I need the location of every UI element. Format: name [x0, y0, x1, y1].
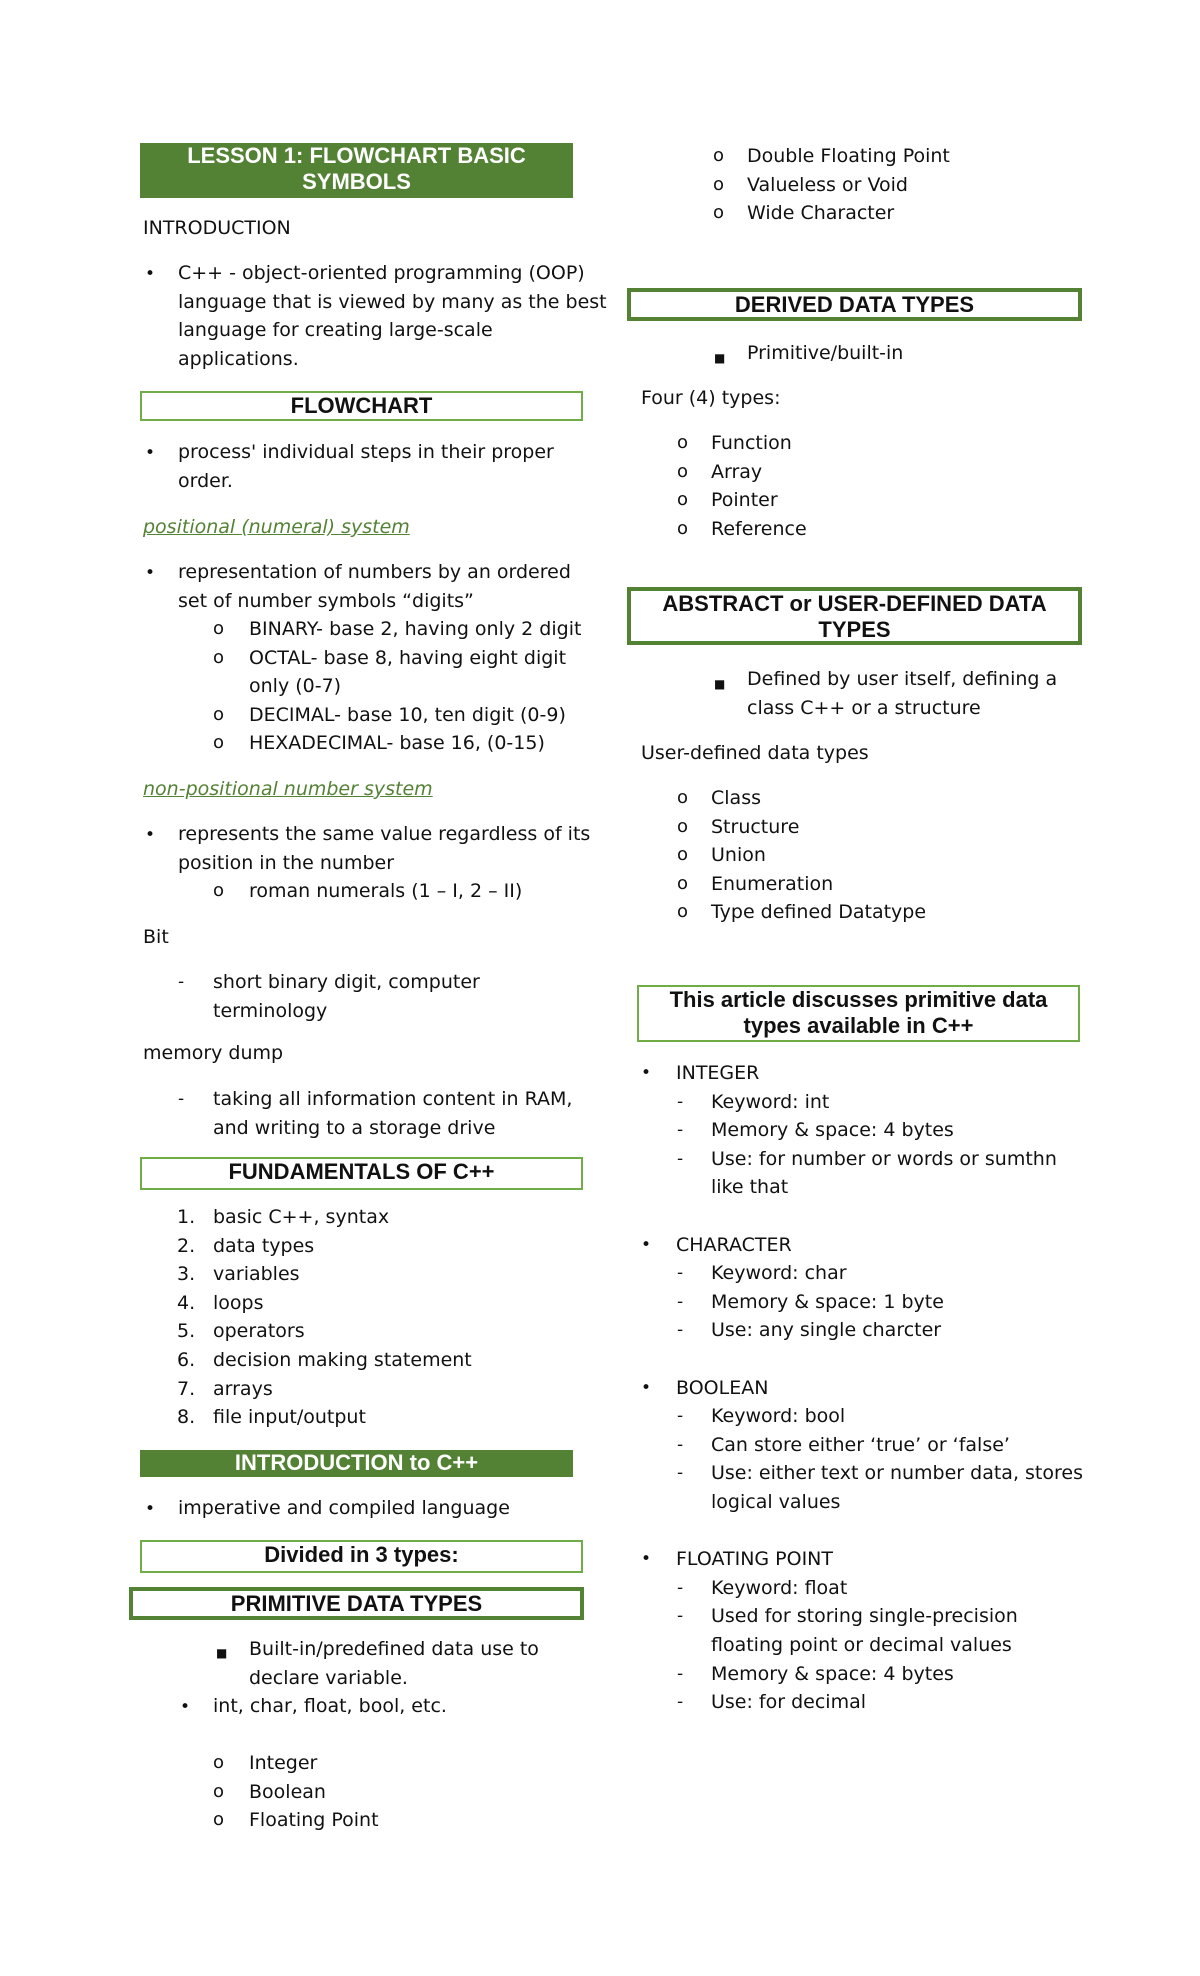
section-header: FUNDAMENTALS OF C++ — [140, 1157, 583, 1190]
paragraph-line: process' individual steps in their proper — [178, 441, 554, 463]
group-title: INTEGER — [676, 1062, 760, 1084]
list-item: decision making statement — [213, 1349, 472, 1371]
section-header: ABSTRACT or USER-DEFINED DATA TYPES — [627, 587, 1082, 645]
dash-icon: - — [677, 1692, 684, 1713]
list-item: basic C++, syntax — [213, 1206, 390, 1228]
definition-line: Primitive/built-in — [747, 342, 904, 364]
circle-bullet-icon: o — [677, 517, 689, 539]
list-number: 2. — [177, 1234, 196, 1257]
paragraph-line: applications. — [178, 347, 299, 370]
list-item: Memory & space: 4 bytes — [711, 1662, 954, 1685]
definition-line: short binary digit, computer — [213, 971, 480, 993]
definition-line: class C++ or a structure — [747, 696, 981, 719]
paragraph-line: imperative and compiled language — [178, 1497, 510, 1519]
list-item: Wide Character — [747, 202, 895, 225]
term-label: User-defined data types — [641, 742, 869, 764]
section-header: Divided in 3 types: — [140, 1540, 583, 1573]
bullet-icon: • — [641, 1377, 652, 1398]
term-label: Four (4) types: — [641, 387, 781, 409]
list-number: 4. — [177, 1291, 196, 1314]
bullet-icon: • — [180, 1697, 191, 1717]
list-item: HEXADECIMAL- base 16, (0-15) — [249, 732, 545, 755]
circle-bullet-icon: o — [213, 880, 225, 901]
list-item: Structure — [711, 815, 800, 838]
list-item: Double Floating Point — [747, 145, 950, 167]
list-item: Use: either text or number data, stores — [711, 1462, 1083, 1485]
list-item: Pointer — [711, 489, 778, 512]
list-item: Use: for number or words or sumthn — [711, 1147, 1057, 1170]
paragraph-line: language for creating large-scale — [178, 319, 493, 342]
list-item: Valueless or Void — [747, 173, 908, 196]
paragraph-line: represents the same value regardless of its — [178, 823, 591, 845]
dash-icon: - — [677, 1577, 684, 1598]
list-item: Use: any single charcter — [711, 1319, 942, 1342]
dash-icon: - — [677, 1291, 684, 1312]
list-item: file input/output — [213, 1406, 366, 1429]
subsection-label: positional (numeral) system — [143, 516, 410, 538]
list-item: Can store either ‘true’ or ‘false’ — [711, 1433, 1010, 1456]
dash-icon: - — [677, 1606, 684, 1627]
dash-icon: - — [677, 1263, 684, 1284]
bullet-icon: • — [641, 1549, 652, 1570]
list-item: loops — [213, 1291, 264, 1314]
list-item: Reference — [711, 517, 807, 540]
list-item: like that — [711, 1176, 789, 1199]
paragraph-line: C++ - object-oriented programming (OOP) — [178, 262, 585, 284]
group-title: BOOLEAN — [676, 1376, 769, 1399]
list-number: 7. — [177, 1377, 196, 1400]
bullet-icon: • — [145, 1499, 156, 1519]
circle-bullet-icon: o — [213, 732, 225, 754]
list-item: Function — [711, 432, 792, 454]
circle-bullet-icon: o — [677, 432, 689, 453]
list-item: data types — [213, 1234, 315, 1257]
dash-icon: - — [677, 1663, 684, 1684]
paragraph-line: position in the number — [178, 851, 395, 874]
definition-line: Defined by user itself, defining a — [747, 668, 1058, 690]
list-number: 3. — [177, 1263, 196, 1286]
paragraph-line: language that is viewed by many as the best — [178, 290, 607, 313]
bullet-icon: • — [145, 264, 156, 284]
section-label: INTRODUCTION — [143, 217, 291, 239]
circle-bullet-icon: o — [713, 145, 725, 166]
list-item: arrays — [213, 1377, 273, 1400]
bullet-icon: • — [641, 1234, 652, 1255]
group-title: FLOATING POINT — [676, 1548, 834, 1571]
paragraph-line: order. — [178, 469, 233, 492]
circle-bullet-icon: o — [213, 618, 225, 639]
paragraph-line: int, char, float, bool, etc. — [213, 1695, 447, 1717]
list-item: Keyword: float — [711, 1576, 848, 1599]
list-item: only (0-7) — [249, 675, 342, 698]
dash-icon: - — [677, 1463, 684, 1484]
section-header: This article discusses primitive data types available in C++ — [637, 985, 1080, 1042]
subsection-label: non-positional number system — [143, 778, 433, 800]
circle-bullet-icon: o — [677, 901, 689, 923]
list-item: BINARY- base 2, having only 2 digit — [249, 618, 582, 640]
term-label: Bit — [143, 926, 169, 948]
circle-bullet-icon: o — [677, 844, 689, 866]
list-number: 8. — [177, 1406, 196, 1429]
list-item: Memory & space: 4 bytes — [711, 1119, 954, 1142]
circle-bullet-icon: o — [213, 646, 225, 668]
circle-bullet-icon: o — [213, 1780, 225, 1802]
list-item: Keyword: char — [711, 1262, 847, 1285]
square-bullet-icon: ■ — [714, 677, 726, 691]
definition-line: taking all information content in RAM, — [213, 1088, 573, 1110]
list-item: Enumeration — [711, 872, 834, 895]
list-item: variables — [213, 1263, 300, 1286]
list-item: Boolean — [249, 1780, 326, 1803]
circle-bullet-icon: o — [213, 1809, 225, 1831]
circle-bullet-icon: o — [677, 815, 689, 837]
dash-icon: - — [677, 1406, 684, 1427]
circle-bullet-icon: o — [677, 460, 689, 482]
list-item: roman numerals (1 – I, 2 – II) — [249, 880, 523, 902]
paragraph-line: representation of numbers by an ordered — [178, 561, 571, 583]
square-bullet-icon: ■ — [216, 1646, 228, 1660]
bullet-icon: • — [145, 443, 156, 463]
circle-bullet-icon: o — [713, 173, 725, 195]
dash-icon: - — [178, 972, 185, 992]
section-header: PRIMITIVE DATA TYPES — [129, 1587, 584, 1620]
section-banner: INTRODUCTION to C++ — [140, 1450, 573, 1477]
definition-line: terminology — [213, 999, 328, 1022]
definition-line: Built-in/predefined data use to — [249, 1638, 539, 1660]
list-item: OCTAL- base 8, having eight digit — [249, 646, 567, 669]
definition-line: and writing to a storage drive — [213, 1116, 496, 1139]
list-item: DECIMAL- base 10, ten digit (0-9) — [249, 703, 566, 726]
dash-icon: - — [677, 1148, 684, 1169]
list-item: Type defined Datatype — [711, 901, 927, 924]
list-item: Used for storing single-precision — [711, 1605, 1018, 1628]
list-item: Keyword: bool — [711, 1405, 846, 1428]
term-label: memory dump — [143, 1042, 284, 1064]
dash-icon: - — [677, 1091, 684, 1112]
list-item: Union — [711, 844, 766, 867]
circle-bullet-icon: o — [677, 872, 689, 894]
list-item: floating point or decimal values — [711, 1634, 1012, 1656]
circle-bullet-icon: o — [677, 489, 689, 511]
dash-icon: - — [178, 1089, 185, 1109]
list-item: Floating Point — [249, 1809, 379, 1832]
dash-icon: - — [677, 1120, 684, 1141]
list-number: 6. — [177, 1349, 196, 1371]
bullet-icon: • — [145, 563, 156, 583]
group-title: CHARACTER — [676, 1233, 792, 1256]
list-item: Integer — [249, 1752, 318, 1774]
list-item: Keyword: int — [711, 1090, 830, 1113]
list-item: Memory & space: 1 byte — [711, 1290, 944, 1313]
circle-bullet-icon: o — [677, 787, 689, 808]
section-header: DERIVED DATA TYPES — [627, 288, 1082, 321]
circle-bullet-icon: o — [713, 202, 725, 224]
bullet-icon: • — [145, 825, 156, 845]
list-number: 1. — [177, 1206, 196, 1228]
list-item: Class — [711, 787, 761, 809]
definition-line: declare variable. — [249, 1666, 408, 1689]
section-header: FLOWCHART — [140, 391, 583, 421]
list-item: logical values — [711, 1491, 841, 1513]
list-item: Use: for decimal — [711, 1691, 867, 1714]
paragraph-line: set of number symbols “digits” — [178, 589, 474, 612]
circle-bullet-icon: o — [213, 703, 225, 725]
list-item: operators — [213, 1320, 305, 1343]
list-item: Array — [711, 460, 763, 483]
circle-bullet-icon: o — [213, 1752, 225, 1773]
lesson-title-banner: LESSON 1: FLOWCHART BASIC SYMBOLS — [140, 143, 573, 198]
square-bullet-icon: ■ — [714, 351, 726, 365]
dash-icon: - — [677, 1320, 684, 1341]
list-number: 5. — [177, 1320, 196, 1343]
dash-icon: - — [677, 1434, 684, 1455]
bullet-icon: • — [641, 1063, 652, 1083]
